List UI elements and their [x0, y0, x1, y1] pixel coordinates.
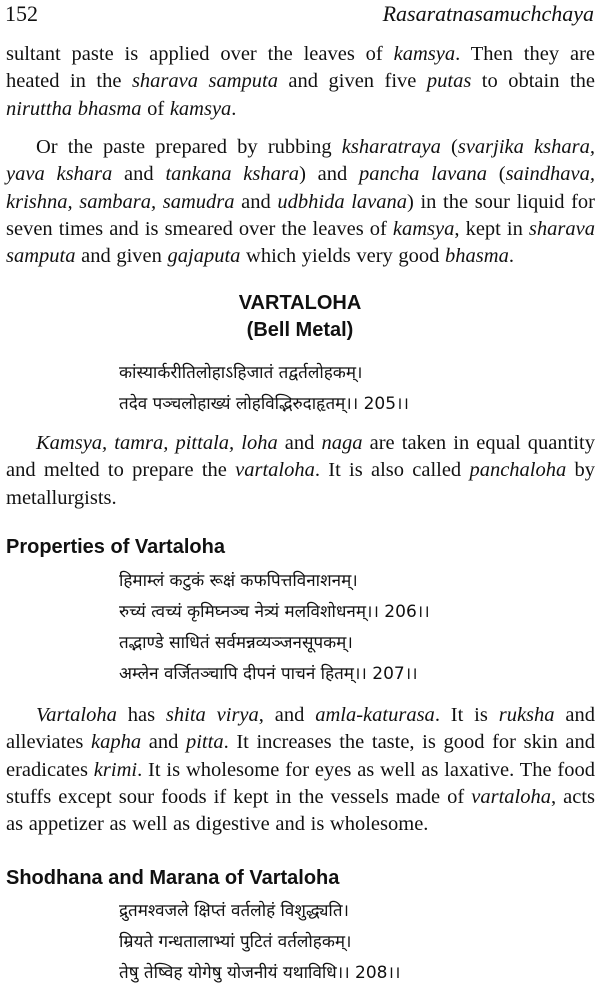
verse-line: अम्लेन वर्जितञ्चापि दीपनं पाचनं हितम्।। 207।।	[119, 664, 418, 684]
paragraph-vartaloha-preparation: Kamsya, tamra, pittala, loha and naga are taken in equal quantity and melted to prepare the vartaloha. It is also called panchaloha by metallurgists.	[6, 432, 596, 509]
verse-line: तदेव पञ्चलोहाख्यं लोहविद्भिरुदाहृतम्।। 205।।	[119, 394, 409, 414]
verse-line: कांस्यार्करीतिलोहाऽहिजातं तद्वर्तलोहकम्।	[119, 363, 363, 383]
verse-line: रुच्यं त्वच्यं कृमिघ्नञ्च नेत्र्यं मलविशोधनम्।। 206।।	[119, 602, 430, 622]
verse-206-207	[119, 566, 430, 690]
verse-line: तद्भाण्डे साधितं सर्वमन्नव्यञ्जनसूपकम्।	[119, 633, 353, 653]
running-title: Rasaratnasamuchchaya	[382, 1, 594, 26]
section-title: VARTALOHA	[238, 292, 362, 314]
properties-heading: Properties of Vartaloha	[6, 536, 225, 558]
page-header	[5, 0, 594, 30]
verse-line: तेषु तेष्विह योगेषु योजनीयं यथाविधि।। 208।।	[119, 963, 401, 983]
verse-line: म्रियते गन्धतालाभ्यां पुटितं वर्तलोहकम्।	[119, 932, 352, 952]
page-number: 152	[5, 1, 38, 26]
verse-205	[119, 358, 409, 420]
paragraph-kamsya-bhasma: sultant paste is applied over the leaves of kamsya. Then they are heated in the sharava samputa and given five putas to obtain the niruttha bhasma of kamsya.	[6, 43, 595, 120]
verse-line: हिमाम्लं कटुकं रूक्षं कफपित्तविनाशनम्।	[119, 571, 358, 591]
verse-line: द्रुतमश्वजले क्षिप्तं वर्तलोहं विशुद्ध्यति।	[119, 901, 349, 921]
paragraph-vartaloha-properties: Vartaloha has shita virya, and amla-katurasa. It is ruksha and alleviates kapha and pitta. It increases the taste, is good for skin and eradicates krimi. It is wholesome for eyes as well as laxative. The food stuffs except sour foods if kept in the vessels made of vartaloha, acts as appetizer as well as digestive and is wholesome.	[6, 704, 595, 836]
shodhana-heading: Shodhana and Marana of Vartaloha	[6, 867, 340, 889]
section-subtitle: (Bell Metal)	[246, 319, 354, 341]
verse-208	[119, 896, 400, 989]
paragraph-ksharatraya-method: Or the paste prepared by rubbing ksharatraya (svarjika kshara, yava kshara and tankana kshara) and pancha lavana (saindhava, krishna, sambara, samudra and udbhida lavana) in the sour liquid for seven times and is smeared over the leaves of kamsya, kept in sharava samputa and given gajaputa which yields very good bhasma.	[6, 136, 595, 268]
